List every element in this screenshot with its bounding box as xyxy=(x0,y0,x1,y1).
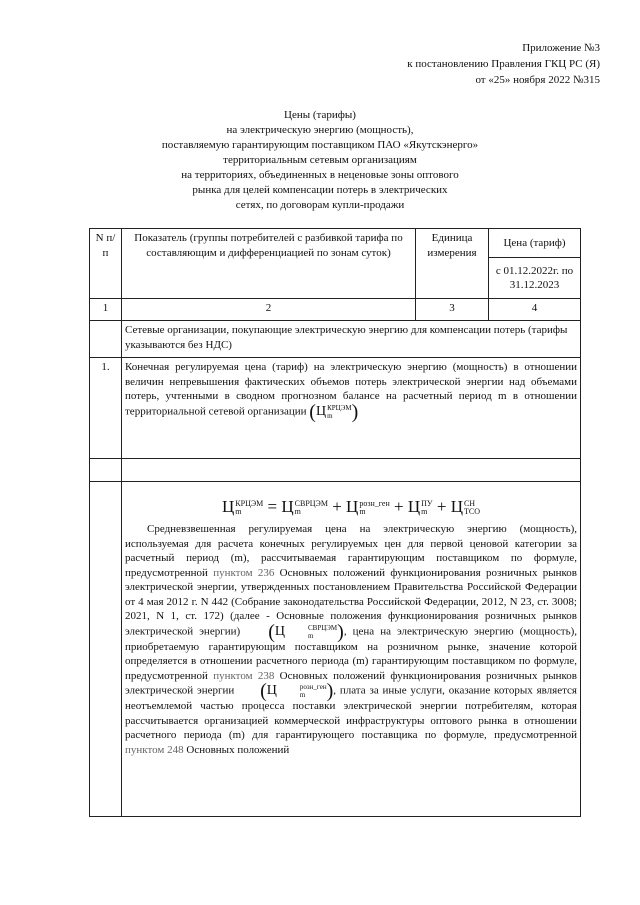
law-link-248[interactable]: пунктом 248 xyxy=(125,743,184,756)
appendix-header xyxy=(407,40,600,88)
formula-operator: = xyxy=(267,497,278,516)
title-line: на электрическую энергию (мощность), xyxy=(226,124,414,136)
row-description-text: Конечная регулируемая цена (тариф) на электрическую энергию (мощность) в отношении величин непревышения фактических объемов потерь электрической энергии над объемами потерь, учтенными в сводном прогнозном балансе на расчетный период m в отношении территориальной сетевой организации xyxy=(125,361,577,418)
header-num: N п/п xyxy=(90,229,122,299)
table-row xyxy=(90,358,581,459)
formula-symbol: Ц xyxy=(281,497,294,516)
formula-sup: КРЦЭМ xyxy=(327,403,352,412)
index-cell: 1 xyxy=(90,299,122,321)
paragraph-text: Основных положений xyxy=(186,743,290,756)
formula-sup: СВРЦЭМ xyxy=(294,499,328,509)
formula-sub: m xyxy=(359,507,366,517)
formula-symbol: Ц xyxy=(222,497,235,516)
formula-symbol: Ц xyxy=(315,403,327,419)
formula-symbol: Ц xyxy=(346,497,359,516)
inline-formula-svrcem: (Ц СВРЦЭМ m ) xyxy=(268,620,344,643)
formula-sup: розн_ген xyxy=(359,499,390,509)
row-description xyxy=(122,358,581,459)
header-unit: Единица измерения xyxy=(416,229,489,299)
law-link-236[interactable]: пунктом 236 xyxy=(213,566,275,579)
title-line: Цены (тарифы) xyxy=(284,109,356,121)
formula-sub: ТСО xyxy=(463,507,480,517)
law-link-238[interactable]: пунктом 238 xyxy=(213,669,275,682)
appendix-line-2: к постановлению Правления ГКЦ РС (Я) xyxy=(407,58,600,70)
appendix-line-1: Приложение №3 xyxy=(522,42,600,54)
title-line: на территориях, объединенных в неценовые зоны оптового xyxy=(181,169,459,181)
formula-operator: + xyxy=(436,497,447,516)
title-line: сетях, по договорам купли-продажи xyxy=(235,199,405,211)
index-cell: 4 xyxy=(489,299,581,321)
formula-explanation xyxy=(125,522,577,757)
title-line: территориальным сетевым организациям xyxy=(223,154,417,166)
document-title xyxy=(120,108,520,213)
paragraph-text: Основных положений функционирования розничных рынков электрической энергии xyxy=(125,669,577,697)
formula-sub: m xyxy=(308,631,314,640)
paragraph-text: , плата за иные услуги, оказание которых является неотъемлемой частью процесса поставки электрической энергии потребителям, которая рассчитывается организацией коммерческой инфраструктуры оптового рынка в отношении расчетного периода (m) для гарантирующего поставщика по формуле, предусмотренной xyxy=(125,684,577,742)
formula-sup: ПУ xyxy=(421,499,433,509)
main-formula xyxy=(125,484,577,522)
formula-sup: КРЦЭМ xyxy=(235,499,264,509)
header-indicator: Показатель (группы потребителей с разбивкой тарифа по составляющим и дифференциацией по зонам суток) xyxy=(122,229,416,299)
formula-cell xyxy=(122,482,581,817)
formula-sub: m xyxy=(421,507,428,517)
paragraph-text: Основных положений функционирования розничных рынков электрической энергии, утвержденных постановлением Правительства Российской Федерации от 4 мая 2012 г. N 442 (Собрание законодательства Российской Федерации, 2012, N 23, ст. 3008; 2021, N 1, ст. 172) (далее - Основные положения функционирования розничных рынков электрической энергии) xyxy=(125,566,577,638)
formula-sub: m xyxy=(327,411,333,420)
formula-sup: розн_ген xyxy=(299,683,327,692)
empty-cell xyxy=(122,459,581,482)
formula-sub: m xyxy=(299,691,306,700)
formula-sup: СВРЦЭМ xyxy=(308,623,338,632)
formula-sup: СН xyxy=(463,499,476,509)
formula-symbol: Ц xyxy=(450,497,463,516)
index-cell: 2 xyxy=(122,299,416,321)
paragraph-text: Средневзвешенная регулируемая цена на электрическую энергию (мощность), используемая для расчета конечных регулируемых цен для первой ценовой категории за расчетный период (m), рассчитываемая гарантирующим поставщиком по формуле, предусмотренной xyxy=(125,523,577,579)
title-line: рынка для целей компенсации потерь в электрических xyxy=(192,184,448,196)
table-index-row xyxy=(90,299,581,321)
formula-num-cell xyxy=(90,482,122,817)
formula-sub: m xyxy=(294,507,301,517)
formula-symbol: Ц xyxy=(266,683,277,699)
header-price: Цена (тариф) xyxy=(489,229,581,258)
formula-sub: m xyxy=(235,507,242,517)
title-line: поставляемую гарантирующим поставщиком ПАО «Якутскэнерго» xyxy=(161,139,479,151)
formula-symbol: Ц xyxy=(274,623,286,639)
section-text: Сетевые организации, покупающие электрическую энергию для компенсации потерь (тарифы указываются без НДС) xyxy=(122,321,581,358)
formula-symbol: Ц xyxy=(407,497,421,516)
row-number: 1. xyxy=(90,358,122,459)
paragraph-text: , цена на электрическую энергию (мощность), приобретаемую гарантирующим поставщиком на розничном рынке, значение которой определяется в отношении расчетного периода (m) гарантирующим поставщиком по формуле, предусмотренной xyxy=(125,625,578,682)
tariff-table xyxy=(89,228,581,817)
formula-row xyxy=(90,482,581,817)
index-cell: 3 xyxy=(416,299,489,321)
appendix-line-3: от «25» ноября 2022 №315 xyxy=(475,74,600,86)
inline-formula-rozn: (Ц розн_ген m ) xyxy=(260,679,334,702)
empty-row xyxy=(90,459,581,482)
section-num-cell xyxy=(90,321,122,358)
formula-operator: + xyxy=(332,497,342,516)
header-period: с 01.12.2022г. по 31.12.2023 xyxy=(489,258,581,299)
empty-cell xyxy=(90,459,122,482)
section-row xyxy=(90,321,581,358)
formula-operator: + xyxy=(394,497,404,516)
table-header-row xyxy=(90,229,581,258)
inline-formula-krcem: (Ц КРЦЭМ m ) xyxy=(309,400,359,423)
